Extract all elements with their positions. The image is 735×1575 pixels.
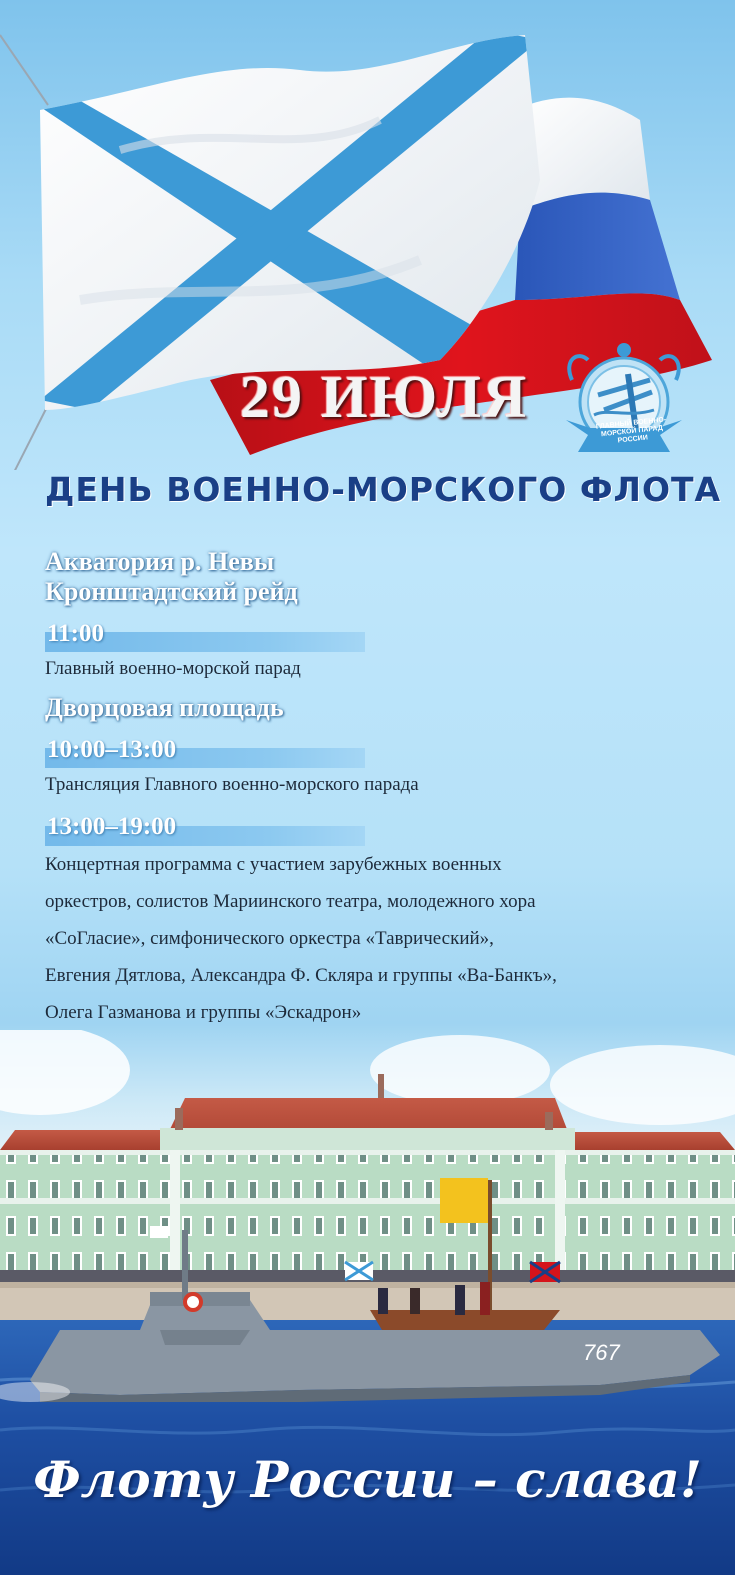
ship-hull-number: 767	[583, 1340, 620, 1365]
concert-line: Евгения Дятлова, Александра Ф. Скляра и группы «Ва-Банкъ»,	[45, 965, 557, 986]
venue-neva: Акватория р. Невы	[45, 547, 275, 576]
concert-line: «СоГласие», симфонического оркестра «Таврический»,	[45, 928, 494, 949]
concert-line: Концертная программа с участием зарубежных военных	[45, 854, 502, 875]
event-2: Трансляция Главного военно-морского парада	[45, 774, 419, 795]
concert-line: оркестров, солистов Мариинского театра, молодежного хора	[45, 891, 536, 912]
concert-line: Олега Газманова и группы «Эскадрон»	[45, 1002, 362, 1023]
time-1: 11:00	[47, 620, 104, 647]
date-banner	[210, 355, 540, 450]
venue-palace-square: Дворцовая площадь	[45, 693, 284, 722]
page-title: ДЕНЬ ВОЕННО-МОРСКОГО ФЛОТА	[45, 470, 722, 509]
concert-description	[45, 846, 715, 1031]
time-2: 10:00–13:00	[47, 736, 177, 763]
event-1: Главный военно-морской парад	[45, 658, 301, 679]
emblem-caption: ГЛАВНЫЙ ВОЕННО-МОРСКОЙ ПАРАД РОССИИ	[595, 416, 667, 445]
slogan: Флоту России – слава!	[33, 1450, 702, 1509]
event-date: 29 ИЮЛЯ	[240, 364, 529, 430]
venue-kronstadt: Кронштадтский рейд	[45, 577, 298, 606]
time-3: 13:00–19:00	[47, 813, 177, 840]
